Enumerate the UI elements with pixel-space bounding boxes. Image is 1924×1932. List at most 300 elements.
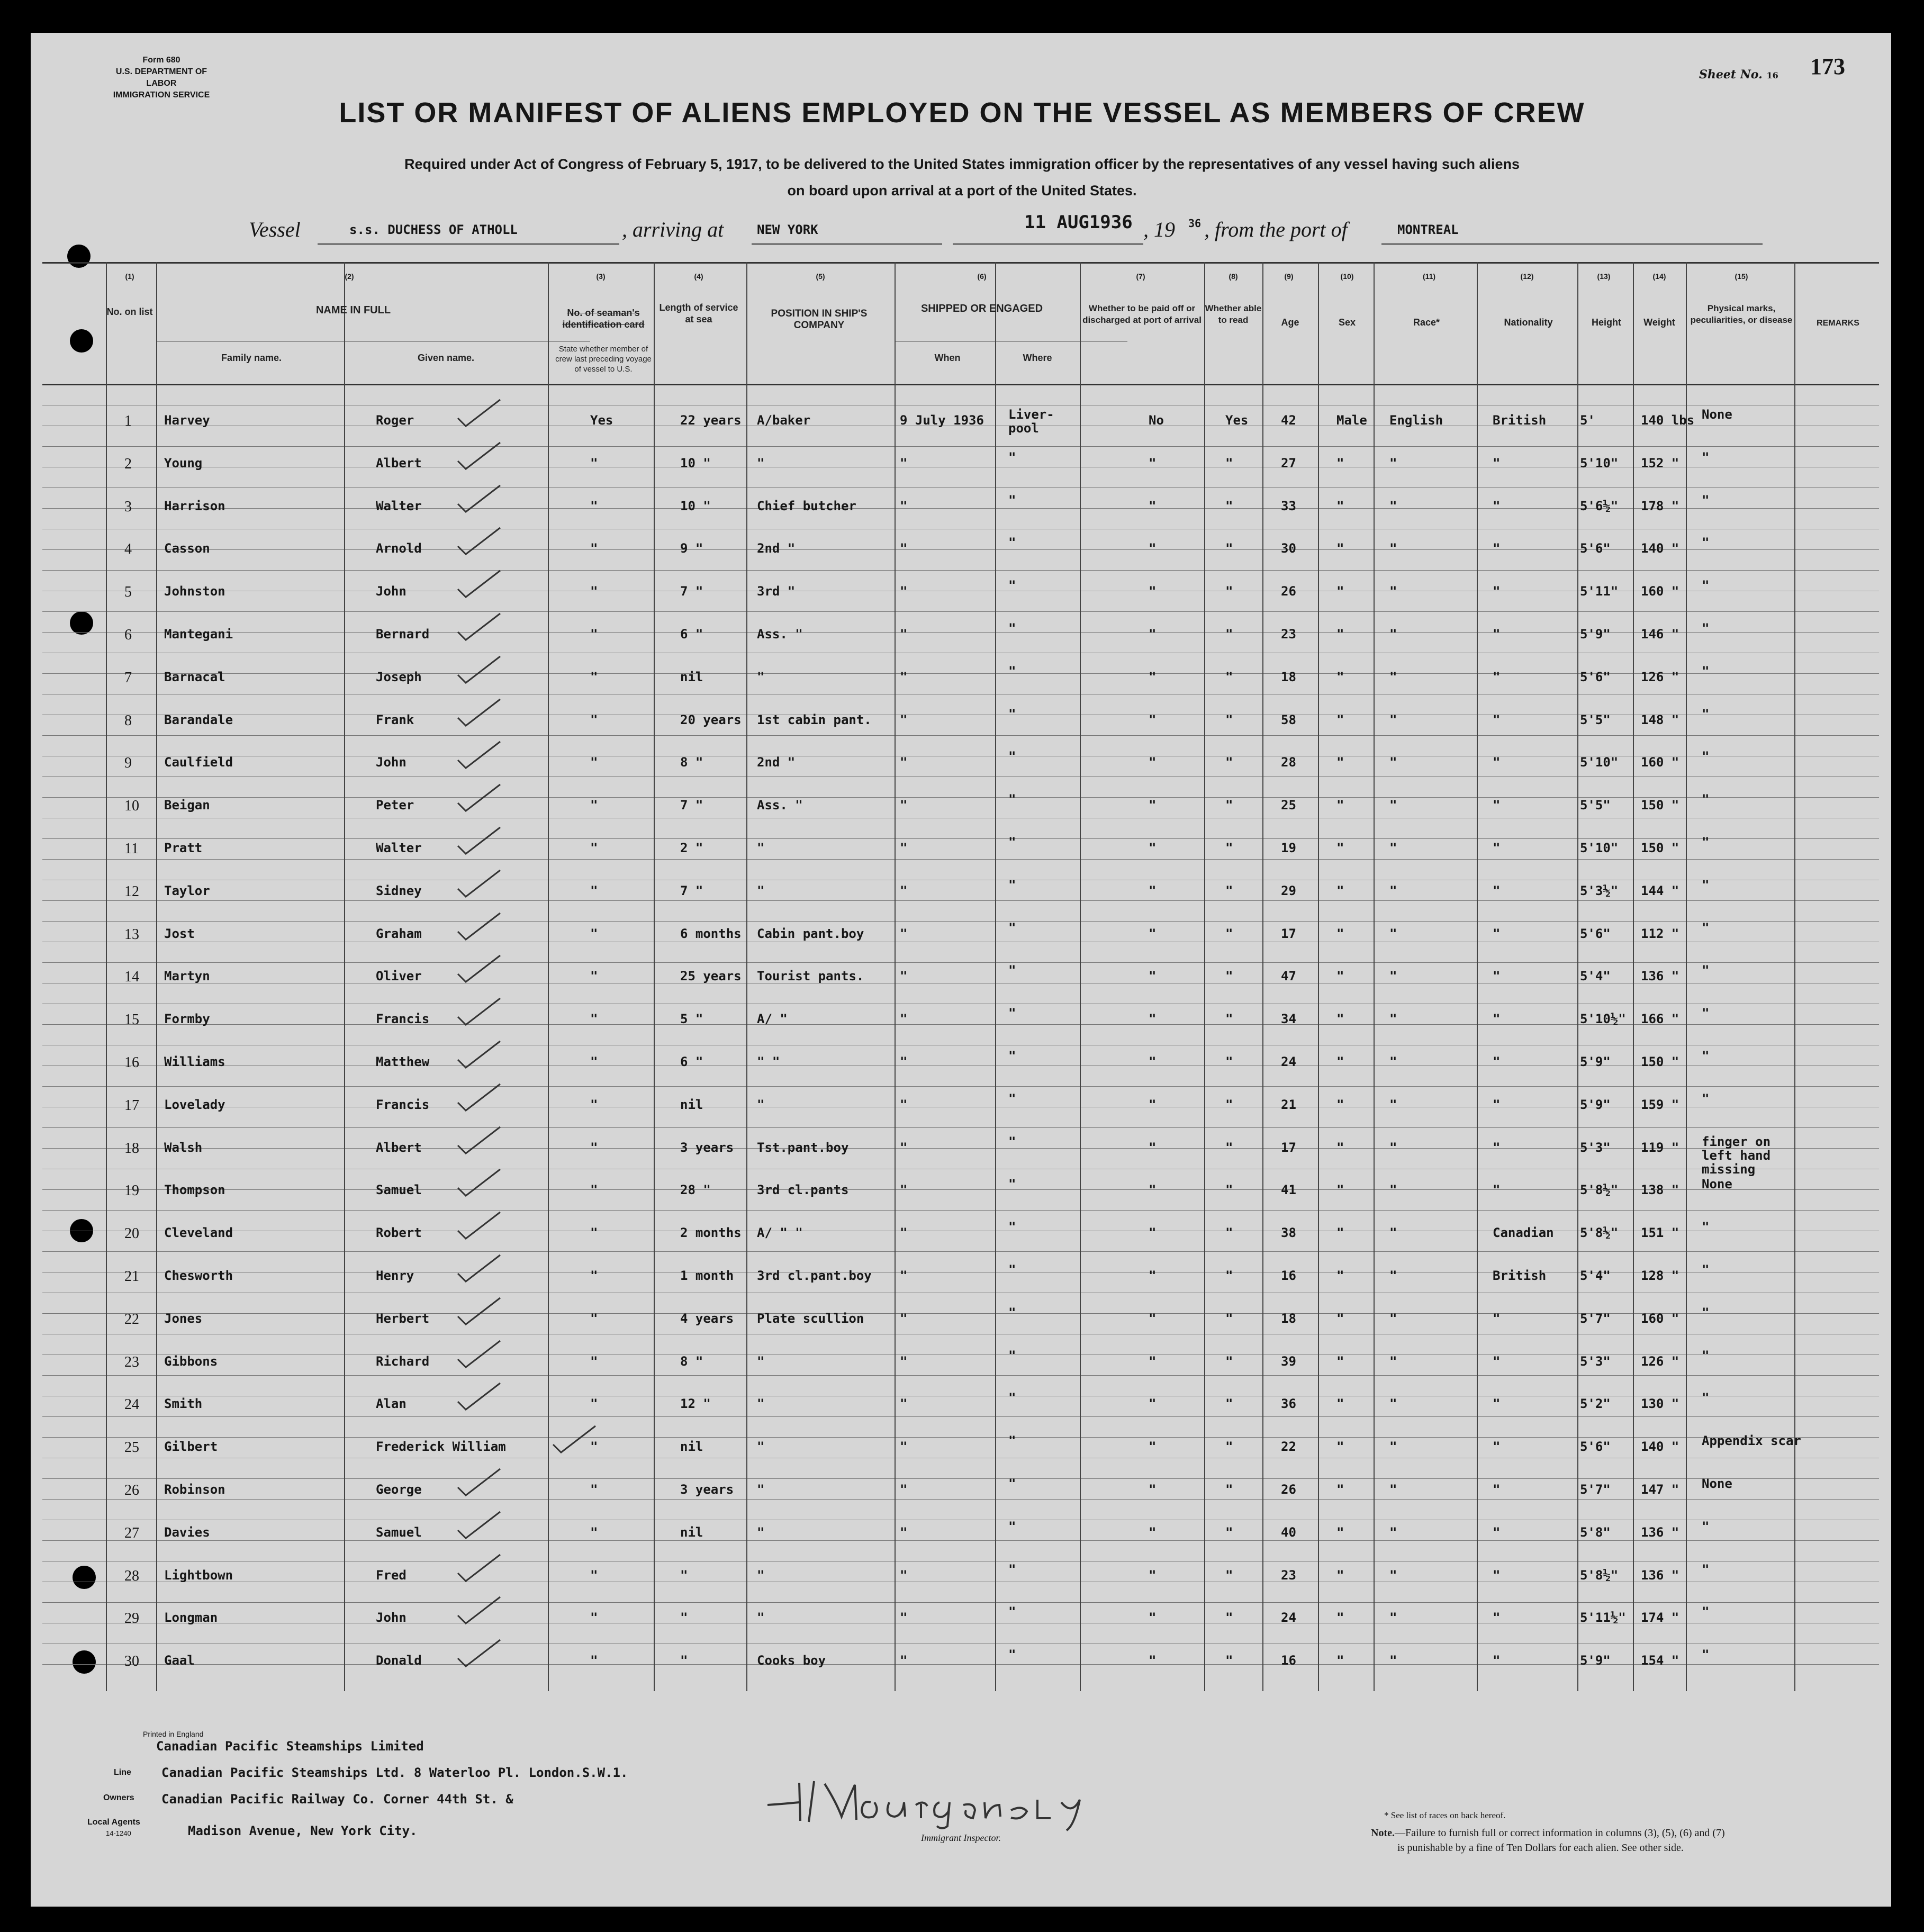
cell-length-of-service: 6 " <box>680 1054 703 1069</box>
header-bottom-border <box>42 384 1879 385</box>
cell-sex: " <box>1336 755 1344 770</box>
check-mark-icon <box>455 1039 503 1070</box>
cell-position: Ass. " <box>757 798 803 812</box>
local-agents-value: Madison Avenue, New York City. <box>188 1823 418 1838</box>
cell-age: 38 <box>1281 1225 1296 1240</box>
cell-nationality: " <box>1493 1525 1501 1540</box>
cell-age: 17 <box>1281 926 1296 941</box>
cell-height: 5'6½" <box>1580 499 1619 513</box>
cell-nationality: " <box>1493 1653 1501 1668</box>
cell-physical-marks: " <box>1702 1562 1710 1577</box>
shipped-subheader-line <box>895 341 1127 342</box>
cell-given-name: Henry <box>376 1268 414 1283</box>
header-given-name: Given name. <box>417 353 475 363</box>
cell-age: 19 <box>1281 841 1296 855</box>
cell-row-number: 1 <box>124 413 132 429</box>
cell-sex: " <box>1336 883 1344 898</box>
cell-able-to-read: " <box>1225 499 1233 513</box>
cell-position: A/baker <box>757 413 811 428</box>
cell-able-to-read: " <box>1225 926 1233 941</box>
cell-position: " <box>757 883 765 898</box>
cell-paid-off: " <box>1149 1012 1157 1026</box>
cell-sex: " <box>1336 499 1344 513</box>
cell-able-to-read: " <box>1225 1568 1233 1583</box>
cell-able-to-read: " <box>1225 670 1233 684</box>
owners-label: Owners <box>103 1793 134 1802</box>
cell-weight: 178 " <box>1641 499 1679 513</box>
cell-height: 5'4" <box>1580 969 1611 983</box>
cell-sex: " <box>1336 541 1344 556</box>
cell-physical-marks: None <box>1702 1177 1732 1191</box>
cell-given-name: Peter <box>376 798 414 812</box>
cell-position: 2nd " <box>757 541 796 556</box>
header-no-on-list: No. on list <box>106 306 153 317</box>
arrival-port: NEW YORK <box>757 222 818 237</box>
cell-paid-off: " <box>1149 1610 1157 1625</box>
cell-physical-marks: " <box>1702 707 1710 721</box>
cell-length-of-service: nil <box>680 1097 703 1112</box>
cell-race: " <box>1389 1182 1397 1197</box>
cell-shipped-when: " <box>900 1311 908 1326</box>
cell-length-of-service: 5 " <box>680 1012 703 1026</box>
local-agents-code: 14-1240 <box>106 1829 131 1837</box>
cell-race: " <box>1389 1439 1397 1454</box>
cell-row-number: 10 <box>124 798 139 814</box>
header-race: Race* <box>1413 317 1440 328</box>
table-row <box>0 1433 1924 1482</box>
cell-height: 5'8½" <box>1580 1182 1619 1197</box>
header-nationality: Nationality <box>1504 317 1553 328</box>
vessel-name: s.s. DUCHESS OF ATHOLL <box>349 222 518 237</box>
cell-sex: " <box>1336 1311 1344 1326</box>
cell-given-name: Arnold <box>376 541 422 556</box>
cell-length-of-service: 4 years <box>680 1311 734 1326</box>
table-row <box>0 407 1924 455</box>
cell-length-of-service: 2 " <box>680 841 703 855</box>
cell-nationality: " <box>1493 969 1501 983</box>
cell-row-number: 22 <box>124 1311 139 1328</box>
cell-height: 5'3" <box>1580 1354 1611 1369</box>
cell-family-name: Cleveland <box>164 1225 233 1240</box>
cell-shipped-where: " <box>1008 578 1016 593</box>
cell-sex: " <box>1336 670 1344 684</box>
check-mark-icon <box>455 483 503 514</box>
cell-shipped-where: " <box>1008 1348 1016 1363</box>
cell-race: " <box>1389 499 1397 513</box>
cell-row-number: 26 <box>124 1482 139 1498</box>
cell-shipped-when: 9 July 1936 <box>900 413 984 428</box>
cell-race: " <box>1389 1097 1397 1112</box>
cell-nationality: British <box>1493 1268 1547 1283</box>
cell-physical-marks: " <box>1702 792 1710 807</box>
cell-family-name: Barnacal <box>164 670 225 684</box>
cell-weight: 126 " <box>1641 670 1679 684</box>
sheet-label: Sheet No. <box>1699 68 1763 82</box>
table-row <box>0 963 1924 1011</box>
cell-weight: 119 " <box>1641 1140 1679 1155</box>
cell-able-to-read: " <box>1225 1396 1233 1411</box>
cell-paid-off: " <box>1149 712 1157 727</box>
cell-paid-off: " <box>1149 1525 1157 1540</box>
check-mark-icon <box>455 1380 503 1412</box>
table-row <box>0 493 1924 541</box>
cell-paid-off: " <box>1149 1482 1157 1497</box>
cell-race: " <box>1389 1482 1397 1497</box>
table-row <box>0 749 1924 797</box>
form-header <box>111 55 212 101</box>
col-number-5: (5) <box>816 272 825 281</box>
cell-row-number: 13 <box>124 926 139 943</box>
check-mark-icon <box>455 825 503 856</box>
check-mark-icon <box>455 1167 503 1198</box>
table-row <box>0 1391 1924 1439</box>
cell-race: " <box>1389 1268 1397 1283</box>
cell-nationality: " <box>1493 1610 1501 1625</box>
cell-physical-marks: " <box>1702 1006 1710 1021</box>
cell-paid-off: " <box>1149 1097 1157 1112</box>
cell-given-name: Frederick William <box>376 1439 506 1454</box>
cell-paid-off: " <box>1149 755 1157 770</box>
cell-weight: 147 " <box>1641 1482 1679 1497</box>
cell-physical-marks: " <box>1702 493 1710 508</box>
cell-given-name: Albert <box>376 456 422 471</box>
cell-shipped-where: " <box>1008 1262 1016 1277</box>
cell-able-to-read: " <box>1225 1525 1233 1540</box>
vessel-underline <box>318 243 619 245</box>
cell-shipped-where: " <box>1008 1562 1016 1577</box>
cell-family-name: Chesworth <box>164 1268 233 1283</box>
cell-row-number: 25 <box>124 1439 139 1456</box>
cell-nationality: " <box>1493 1140 1501 1155</box>
line-value: Canadian Pacific Steamships Ltd. 8 Waterloo Pl. London.S.W.1. <box>161 1765 628 1780</box>
cell-given-name: Francis <box>376 1012 430 1026</box>
cell-height: 5'2" <box>1580 1396 1611 1411</box>
cell-able-to-read: Yes <box>1225 413 1249 428</box>
cell-race: English <box>1389 413 1443 428</box>
check-mark-icon <box>455 739 503 771</box>
cell-weight: 136 " <box>1641 1525 1679 1540</box>
cell-previous-voyage: " <box>590 1568 598 1583</box>
cell-paid-off: " <box>1149 1182 1157 1197</box>
arrival-year: 36 <box>1188 217 1202 230</box>
table-row <box>0 835 1924 883</box>
check-mark-icon <box>455 525 503 557</box>
cell-length-of-service: " <box>680 1610 688 1625</box>
department-name: U.S. DEPARTMENT OF LABOR <box>115 67 207 88</box>
cell-shipped-when: " <box>900 541 908 556</box>
cell-length-of-service: nil <box>680 670 703 684</box>
cell-nationality: " <box>1493 1182 1501 1197</box>
cell-sex: " <box>1336 1012 1344 1026</box>
cell-sex: " <box>1336 712 1344 727</box>
cell-previous-voyage: " <box>590 670 598 684</box>
cell-shipped-where: " <box>1008 749 1016 764</box>
cell-able-to-read: " <box>1225 1225 1233 1240</box>
line-label: Line <box>114 1768 131 1777</box>
cell-sex: " <box>1336 1482 1344 1497</box>
check-mark-icon <box>455 996 503 1027</box>
cell-shipped-where: " <box>1008 792 1016 807</box>
cell-age: 40 <box>1281 1525 1296 1540</box>
cell-race: " <box>1389 670 1397 684</box>
cell-paid-off: " <box>1149 499 1157 513</box>
cell-able-to-read: " <box>1225 1311 1233 1326</box>
cell-sex: " <box>1336 456 1344 471</box>
cell-given-name: Herbert <box>376 1311 430 1326</box>
cell-paid-off: " <box>1149 456 1157 471</box>
cell-given-name: John <box>376 584 407 599</box>
cell-age: 42 <box>1281 413 1296 428</box>
cell-position: A/ " " <box>757 1225 803 1240</box>
cell-height: 5'9" <box>1580 1054 1611 1069</box>
cell-height: 5'6" <box>1580 541 1611 556</box>
header-seaman-card: No. of seaman's identification card <box>562 308 645 330</box>
cell-position: 3rd cl.pant.boy <box>757 1268 872 1283</box>
cell-weight: 160 " <box>1641 755 1679 770</box>
cell-physical-marks: " <box>1702 1647 1710 1662</box>
table-row <box>0 878 1924 926</box>
cell-family-name: Young <box>164 456 203 471</box>
cell-height: 5'10" <box>1580 841 1619 855</box>
cell-length-of-service: 8 " <box>680 755 703 770</box>
cell-age: 34 <box>1281 1012 1296 1026</box>
header-last-voyage-note: State whether member of crew last preceding voyage of vessel to U.S. <box>555 345 652 374</box>
cell-shipped-where: " <box>1008 707 1016 721</box>
cell-weight: 126 " <box>1641 1354 1679 1369</box>
header-able-to-read: Whether able to read <box>1205 303 1262 325</box>
cell-nationality: " <box>1493 456 1501 471</box>
cell-paid-off: " <box>1149 841 1157 855</box>
cell-paid-off: " <box>1149 670 1157 684</box>
table-row <box>0 1262 1924 1311</box>
cell-row-number: 9 <box>124 755 132 771</box>
col-number-11: (11) <box>1422 272 1436 281</box>
cell-shipped-when: " <box>900 1439 908 1454</box>
cell-height: 5'10" <box>1580 755 1619 770</box>
cell-physical-marks: " <box>1702 450 1710 465</box>
cell-previous-voyage: " <box>590 1396 598 1411</box>
cell-nationality: " <box>1493 841 1501 855</box>
cell-shipped-where: " <box>1008 1476 1016 1491</box>
header-shipped-or-engaged: SHIPPED OR ENGAGED <box>920 303 1043 314</box>
cell-shipped-when: " <box>900 969 908 983</box>
cell-shipped-when: " <box>900 1097 908 1112</box>
cell-position: Tst.pant.boy <box>757 1140 849 1155</box>
cell-row-number: 20 <box>124 1225 139 1242</box>
cell-previous-voyage: " <box>590 1097 598 1112</box>
cell-physical-marks: " <box>1702 749 1710 764</box>
cell-sex: " <box>1336 1439 1344 1454</box>
cell-previous-voyage: " <box>590 1311 598 1326</box>
cell-shipped-when: " <box>900 883 908 898</box>
cell-physical-marks: " <box>1702 621 1710 636</box>
cell-row-number: 17 <box>124 1097 139 1114</box>
check-mark-icon <box>455 782 503 814</box>
cell-physical-marks: finger on left hand missing <box>1702 1134 1771 1177</box>
cell-age: 36 <box>1281 1396 1296 1411</box>
cell-shipped-where: " <box>1008 878 1016 892</box>
cell-height: 5'8½" <box>1580 1568 1619 1583</box>
cell-able-to-read: " <box>1225 1140 1233 1155</box>
cell-physical-marks: " <box>1702 1391 1710 1405</box>
cell-race: " <box>1389 712 1397 727</box>
table-row <box>0 1220 1924 1268</box>
cell-physical-marks: " <box>1702 578 1710 593</box>
cell-age: 21 <box>1281 1097 1296 1112</box>
cell-shipped-when: " <box>900 1054 908 1069</box>
cell-nationality: " <box>1493 499 1501 513</box>
cell-shipped-where: " <box>1008 1220 1016 1234</box>
cell-weight: 112 " <box>1641 926 1679 941</box>
cell-race: " <box>1389 755 1397 770</box>
subtitle-line-1: Required under Act of Congress of February 5, 1917, to be delivered to the United States immigration officer by the representatives of any vessel having such aliens <box>404 156 1520 172</box>
table-row <box>0 450 1924 498</box>
cell-weight: 160 " <box>1641 584 1679 599</box>
cell-previous-voyage: " <box>590 712 598 727</box>
cell-sex: " <box>1336 926 1344 941</box>
header-age: Age <box>1281 317 1299 328</box>
sheet-value: 16 <box>1766 70 1778 80</box>
cell-shipped-where: " <box>1008 835 1016 850</box>
header-when: When <box>934 353 961 363</box>
cell-row-number: 15 <box>124 1012 139 1028</box>
cell-height: 5'11" <box>1580 584 1619 599</box>
cell-height: 5'5" <box>1580 798 1611 812</box>
cell-nationality: " <box>1493 627 1501 642</box>
cell-nationality: " <box>1493 798 1501 812</box>
check-mark-icon <box>455 1124 503 1156</box>
header-name-in-full: NAME IN FULL <box>315 304 391 316</box>
cell-physical-marks: " <box>1702 1262 1710 1277</box>
cell-row-number: 16 <box>124 1054 139 1071</box>
cell-row-number: 27 <box>124 1525 139 1541</box>
cell-given-name: Oliver <box>376 969 422 983</box>
cell-race: " <box>1389 883 1397 898</box>
cell-weight: 154 " <box>1641 1653 1679 1668</box>
cell-sex: " <box>1336 1568 1344 1583</box>
cell-physical-marks: None <box>1702 1476 1732 1491</box>
cell-row-number: 14 <box>124 969 139 985</box>
cell-family-name: Gilbert <box>164 1439 218 1454</box>
cell-given-name: Donald <box>376 1653 422 1668</box>
check-mark-icon <box>455 910 503 942</box>
cell-row-number: 6 <box>124 627 132 643</box>
cell-family-name: Lightbown <box>164 1568 233 1583</box>
cell-length-of-service: 12 " <box>680 1396 711 1411</box>
cell-shipped-when: " <box>900 670 908 684</box>
cell-family-name: Walsh <box>164 1140 203 1155</box>
cell-able-to-read: " <box>1225 541 1233 556</box>
cell-nationality: " <box>1493 1482 1501 1497</box>
cell-nationality: " <box>1493 712 1501 727</box>
check-mark-icon <box>455 1594 503 1626</box>
cell-nationality: " <box>1493 755 1501 770</box>
check-mark-icon <box>455 568 503 600</box>
cell-position: " <box>757 1568 765 1583</box>
cell-able-to-read: " <box>1225 1054 1233 1069</box>
cell-length-of-service: 3 years <box>680 1140 734 1155</box>
cell-family-name: Robinson <box>164 1482 225 1497</box>
table-row <box>0 1049 1924 1097</box>
cell-race: " <box>1389 1610 1397 1625</box>
cell-given-name: Walter <box>376 499 422 513</box>
cell-family-name: Harrison <box>164 499 225 513</box>
cell-previous-voyage: " <box>590 926 598 941</box>
cell-family-name: Longman <box>164 1610 218 1625</box>
cell-length-of-service: " <box>680 1653 688 1668</box>
cell-family-name: Jones <box>164 1311 203 1326</box>
cell-height: 5'8" <box>1580 1525 1611 1540</box>
cell-previous-voyage: " <box>590 1439 598 1454</box>
cell-given-name: Frank <box>376 712 414 727</box>
cell-given-name: Alan <box>376 1396 407 1411</box>
company-name: Canadian Pacific Steamships Limited <box>156 1739 424 1754</box>
cell-family-name: Harvey <box>164 413 210 428</box>
cell-physical-marks: " <box>1702 878 1710 892</box>
cell-weight: 128 " <box>1641 1268 1679 1283</box>
cell-race: " <box>1389 969 1397 983</box>
cell-given-name: Samuel <box>376 1525 422 1540</box>
header-position: POSITION IN SHIP'S COMPANY <box>771 308 868 331</box>
cell-shipped-where: " <box>1008 1647 1016 1662</box>
cell-shipped-when: " <box>900 1396 908 1411</box>
cell-length-of-service: 22 years <box>680 413 742 428</box>
cell-paid-off: " <box>1149 969 1157 983</box>
cell-position: " <box>757 1610 765 1625</box>
cell-able-to-read: " <box>1225 798 1233 812</box>
cell-row-number: 8 <box>124 712 132 729</box>
cell-position: " " <box>757 1054 780 1069</box>
cell-previous-voyage: " <box>590 1268 598 1283</box>
cell-nationality: British <box>1493 413 1547 428</box>
cell-previous-voyage: " <box>590 1610 598 1625</box>
cell-sex: " <box>1336 1610 1344 1625</box>
cell-race: " <box>1389 456 1397 471</box>
table-row <box>0 1519 1924 1567</box>
cell-shipped-when: " <box>900 1012 908 1026</box>
col-number-12: (12) <box>1520 272 1534 281</box>
cell-previous-voyage: " <box>590 1012 598 1026</box>
cell-previous-voyage: " <box>590 755 598 770</box>
cell-family-name: Smith <box>164 1396 203 1411</box>
departure-port: MONTREAL <box>1397 222 1459 237</box>
cell-sex: " <box>1336 841 1344 855</box>
cell-sex: " <box>1336 1525 1344 1540</box>
cell-position: 3rd cl.pants <box>757 1182 849 1197</box>
cell-age: 26 <box>1281 584 1296 599</box>
cell-shipped-when: " <box>900 712 908 727</box>
table-row <box>0 1604 1924 1653</box>
cell-height: 5'5" <box>1580 712 1611 727</box>
cell-shipped-when: " <box>900 841 908 855</box>
cell-sex: Male <box>1336 413 1367 428</box>
cell-paid-off: " <box>1149 1396 1157 1411</box>
cell-shipped-where: " <box>1008 1091 1016 1106</box>
cell-length-of-service: 9 " <box>680 541 703 556</box>
cell-shipped-where: Liver-pool <box>1008 407 1054 436</box>
cell-shipped-when: " <box>900 1182 908 1197</box>
inspector-label: Immigrant Inspector. <box>921 1832 1001 1843</box>
cell-previous-voyage: " <box>590 584 598 599</box>
cell-race: " <box>1389 1225 1397 1240</box>
cell-given-name: Richard <box>376 1354 430 1369</box>
table-row <box>0 1177 1924 1225</box>
cell-weight: 151 " <box>1641 1225 1679 1240</box>
races-note: * See list of races on back hereof. <box>1384 1810 1506 1820</box>
cell-weight: 130 " <box>1641 1396 1679 1411</box>
cell-previous-voyage: " <box>590 969 598 983</box>
cell-position: 1st cabin pant. <box>757 712 872 727</box>
